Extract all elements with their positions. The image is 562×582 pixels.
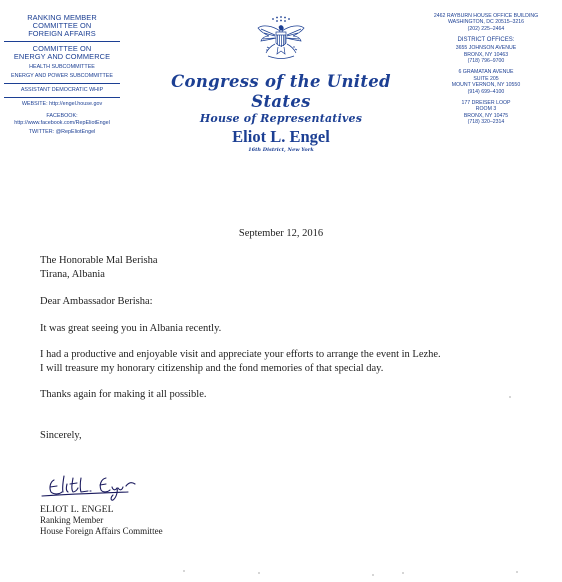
signer-committee: House Foreign Affairs Committee	[40, 526, 163, 536]
committee-on-label: COMMITTEE ON	[32, 21, 92, 30]
district-offices-heading: DISTRICT OFFICES:	[457, 37, 515, 44]
congress-heading: Congress of the United States	[171, 72, 391, 111]
dc-address-line: WASHINGTON, DC 20515–3216	[447, 19, 525, 26]
eagle-seal-icon	[253, 14, 309, 64]
signature-block	[40, 504, 163, 537]
scan-speck	[258, 572, 260, 574]
ranking-member-label: RANKING MEMBER	[27, 13, 97, 22]
signer-title: Ranking Member	[40, 515, 104, 525]
divider	[4, 41, 120, 42]
facebook-url: http://www.facebook.com/RepEliotEngel	[14, 120, 110, 126]
office-address-line: 3655 JOHNSON AVENUE	[455, 45, 517, 52]
scan-speck	[372, 574, 374, 576]
district-label: 16th District, New York	[248, 147, 314, 153]
paragraph-3	[40, 388, 540, 402]
recipient-location: Tirana, Albania	[40, 268, 105, 280]
facebook-label: FACEBOOK:	[46, 113, 78, 119]
divider	[4, 83, 120, 84]
member-name: Eliot L. Engel	[232, 127, 330, 146]
district-office-2	[412, 69, 560, 95]
twitter-label: TWITTER: @RepEliotEngel	[28, 129, 96, 135]
website-label: WEBSITE: http://engel.house.gov	[21, 101, 103, 107]
divider	[4, 97, 120, 98]
paragraph-2-line-2: I will treasure my honorary citizenship and the fond memories of that special day.	[40, 362, 384, 374]
office-address-line: BRONX, NY 10475	[463, 112, 509, 119]
salutation	[40, 295, 540, 309]
office-address-line: MOUNT VERNON, NY 10550	[451, 82, 521, 89]
scan-speck	[516, 571, 518, 573]
handwritten-signature	[40, 470, 150, 508]
dc-address-line: 2462 RAYBURN HOUSE OFFICE BUILDING	[433, 13, 539, 19]
office-address-line: SUITE 205	[473, 75, 499, 82]
paragraph-1-text: It was great seeing you in Albania recently.	[40, 323, 222, 334]
whip-label: ASSISTANT DEMOCRATIC WHIP	[20, 87, 104, 93]
letterhead-title	[150, 14, 412, 154]
dc-office	[412, 13, 560, 32]
dc-phone: (202) 225–2464	[467, 25, 505, 32]
energy-commerce-label: ENERGY AND COMMERCE	[13, 52, 111, 61]
office-address-line: 177 DREISER LOOP	[461, 100, 511, 107]
closing-text: Sincerely,	[40, 430, 82, 441]
paragraph-2	[40, 348, 540, 375]
scan-speck	[509, 396, 511, 398]
energy-power-subcommittee-label: ENERGY AND POWER SUBCOMMITTEE	[10, 73, 114, 79]
committee-on-label-2: COMMITTEE ON	[32, 44, 92, 53]
recipient-block	[40, 254, 540, 281]
paragraph-1	[40, 322, 540, 336]
office-address-line: BRONX, NY 10463	[463, 51, 509, 58]
office-address-line: ROOM 3	[475, 106, 497, 113]
paragraph-3-text: Thanks again for making it all possible.	[40, 389, 207, 400]
district-office-3	[412, 100, 560, 126]
signer-name: ELIOT L. ENGEL	[40, 504, 114, 515]
salutation-text: Dear Ambassador Berisha:	[40, 296, 153, 307]
office-phone: (718) 320–2314	[467, 119, 505, 126]
recipient-name: The Honorable Mal Berisha	[40, 255, 158, 266]
office-address-line: 6 GRAMATAN AVENUE	[458, 69, 514, 76]
letterhead-addresses	[412, 13, 560, 131]
scan-speck	[402, 572, 404, 574]
letterhead-committees	[0, 14, 124, 136]
scan-speck	[183, 570, 185, 572]
health-subcommittee-label: HEALTH SUBCOMMITTEE	[29, 64, 95, 70]
office-phone: (718) 796–9700	[467, 58, 505, 65]
paragraph-2-line-1: I had a productive and enjoyable visit and appreciate your efforts to arrange the event in Lezhe.	[40, 349, 441, 360]
office-phone: (914) 699–4100	[467, 88, 505, 95]
closing	[40, 429, 540, 443]
letter-date: September 12, 2016	[238, 228, 324, 239]
district-office-1	[412, 45, 560, 64]
house-heading: House of Representatives	[199, 112, 363, 125]
foreign-affairs-label: FOREIGN AFFAIRS	[28, 29, 96, 38]
